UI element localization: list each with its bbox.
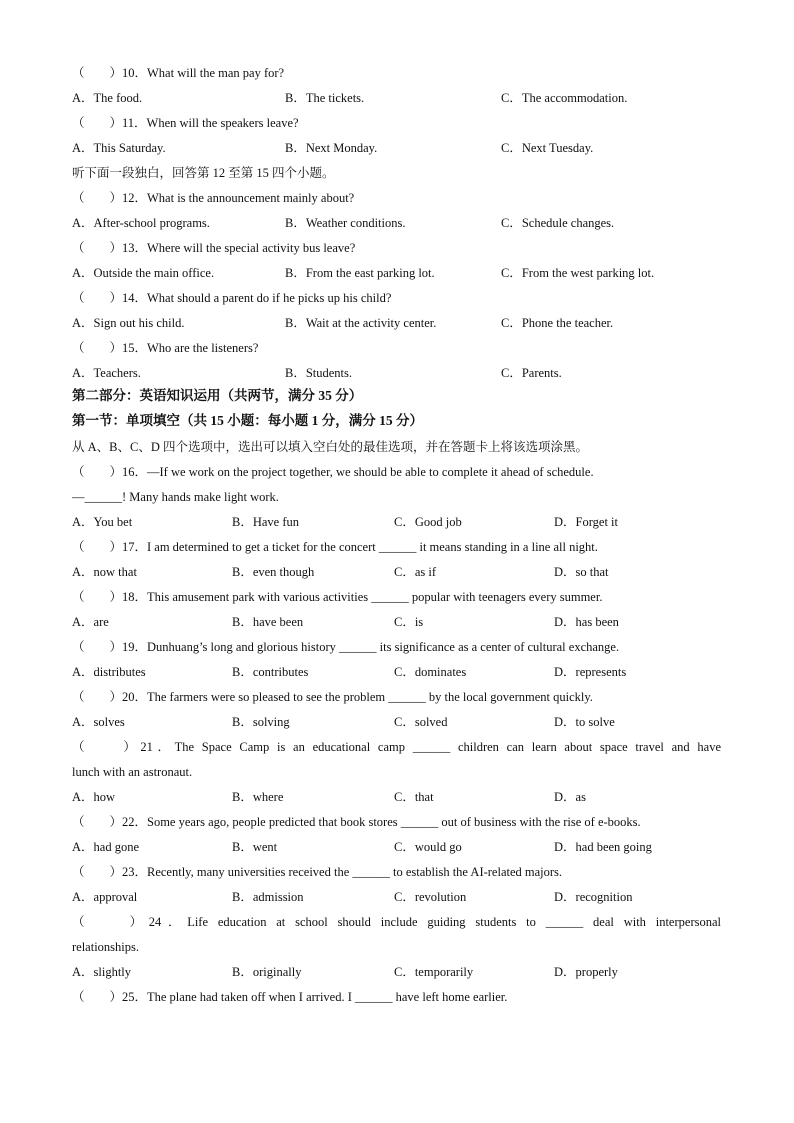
option-c: C．Next Tuesday. (501, 141, 594, 155)
option-d: D．represents (554, 665, 627, 679)
option-c: C．would go (394, 840, 462, 854)
option-b: B．admission (232, 890, 304, 904)
option-d: D．to solve (554, 715, 615, 729)
option-b: B．Wait at the activity center. (285, 316, 437, 330)
option-b: B．solving (232, 715, 290, 729)
section-one-heading: 第一节：单项填空（共 15 小题：每小题 1 分，满分 15 分） (72, 413, 423, 428)
option-a: A．how (72, 790, 116, 804)
option-a: A．solves (72, 715, 125, 729)
option-b: B．Next Monday. (285, 141, 378, 155)
option-d: D．had been going (554, 840, 652, 854)
option-b: B．originally (232, 965, 302, 979)
option-b: B．The tickets. (285, 91, 365, 105)
question-11-stem: （ ）11．When will the speakers leave? (72, 116, 299, 130)
question-15-stem: （ ）15．Who are the listeners? (72, 341, 259, 355)
question-19-stem: （ ）19．Dunhuang’s long and glorious history ______ its significance as a center of cultural exchange. (72, 640, 620, 654)
option-a: A．approval (72, 890, 138, 904)
option-b: B．Students. (285, 366, 353, 380)
part-two-heading: 第二部分：英语知识运用（共两节，满分 35 分） (72, 388, 363, 403)
option-b: B．From the east parking lot. (285, 266, 435, 280)
option-d: D．so that (554, 565, 609, 579)
question-20-stem: （ ）20．The farmers were so pleased to see the problem ______ by the local government quickly. (72, 690, 593, 704)
question-16-stem-continued: —______! Many hands make light work. (72, 490, 279, 504)
option-c: C．solved (394, 715, 448, 729)
option-a: A．The food. (72, 91, 143, 105)
option-a: A．are (72, 615, 109, 629)
question-21-stem: （ ）21．The Space Camp is an educational camp ______ children can learn about space travel and have (72, 740, 721, 754)
question-10-stem: （ ）10．What will the man pay for? (72, 66, 285, 80)
question-21-stem-continued: lunch with an astronaut. (72, 765, 193, 779)
option-c: C．The accommodation. (501, 91, 628, 105)
option-d: D．Forget it (554, 515, 619, 529)
option-d: D．properly (554, 965, 618, 979)
question-24-stem: （ ）24．Life education at school should include guiding students to ______ deal with interpersonal (72, 915, 721, 929)
option-c: C．Phone the teacher. (501, 316, 614, 330)
option-b: B．went (232, 840, 278, 854)
option-c: C．temporarily (394, 965, 474, 979)
option-b: B．have been (232, 615, 304, 629)
option-d: D．as (554, 790, 586, 804)
option-b: B．contributes (232, 665, 309, 679)
option-a: A．Sign out his child. (72, 316, 185, 330)
option-a: A．distributes (72, 665, 146, 679)
option-a: A．Outside the main office. (72, 266, 215, 280)
question-14-stem: （ ）14．What should a parent do if he picks up his child? (72, 291, 392, 305)
option-b: B．even though (232, 565, 315, 579)
question-23-stem: （ ）23．Recently, many universities received the ______ to establish the AI-related majors. (72, 865, 563, 879)
option-b: B．Have fun (232, 515, 299, 529)
question-22-stem: （ ）22．Some years ago, people predicted that book stores ______ out of business with the rise of e-books. (72, 815, 641, 829)
option-c: C．dominates (394, 665, 467, 679)
question-12-stem: （ ）12．What is the announcement mainly about? (72, 191, 355, 205)
option-c: C．Schedule changes. (501, 216, 615, 230)
listening-instruction: 听下面一段独白，回答第 12 至第 15 四个小题。 (72, 166, 335, 180)
option-a: A．You bet (72, 515, 133, 529)
option-b: B．where (232, 790, 284, 804)
question-25-stem: （ ）25．The plane had taken off when I arrived. I ______ have left home earlier. (72, 990, 508, 1004)
option-a: A．slightly (72, 965, 132, 979)
option-a: A．This Saturday. (72, 141, 166, 155)
option-a: A．now that (72, 565, 137, 579)
option-c: C．revolution (394, 890, 467, 904)
option-d: D．recognition (554, 890, 633, 904)
option-c: C．that (394, 790, 434, 804)
option-d: D．has been (554, 615, 619, 629)
option-a: A．After-school programs. (72, 216, 210, 230)
option-a: A．Teachers. (72, 366, 141, 380)
question-18-stem: （ ）18．This amusement park with various activities ______ popular with teenagers every summer. (72, 590, 603, 604)
option-c: C．Parents. (501, 366, 562, 380)
option-c: C．is (394, 615, 424, 629)
option-b: B．Weather conditions. (285, 216, 406, 230)
question-16-stem: （ ）16．—If we work on the project together, we should be able to complete it ahead of schedule. (72, 465, 594, 479)
section-one-instruction: 从 A、B、C、D 四个选项中，选出可以填入空白处的最佳选项，并在答题卡上将该选项涂黑。 (72, 440, 588, 454)
option-c: C．Good job (394, 515, 462, 529)
question-13-stem: （ ）13．Where will the special activity bus leave? (72, 241, 356, 255)
question-17-stem: （ ）17．I am determined to get a ticket for the concert ______ it means standing in a line all night. (72, 540, 598, 554)
question-24-stem-continued: relationships. (72, 940, 140, 954)
option-c: C．as if (394, 565, 437, 579)
option-c: C．From the west parking lot. (501, 266, 655, 280)
option-a: A．had gone (72, 840, 139, 854)
